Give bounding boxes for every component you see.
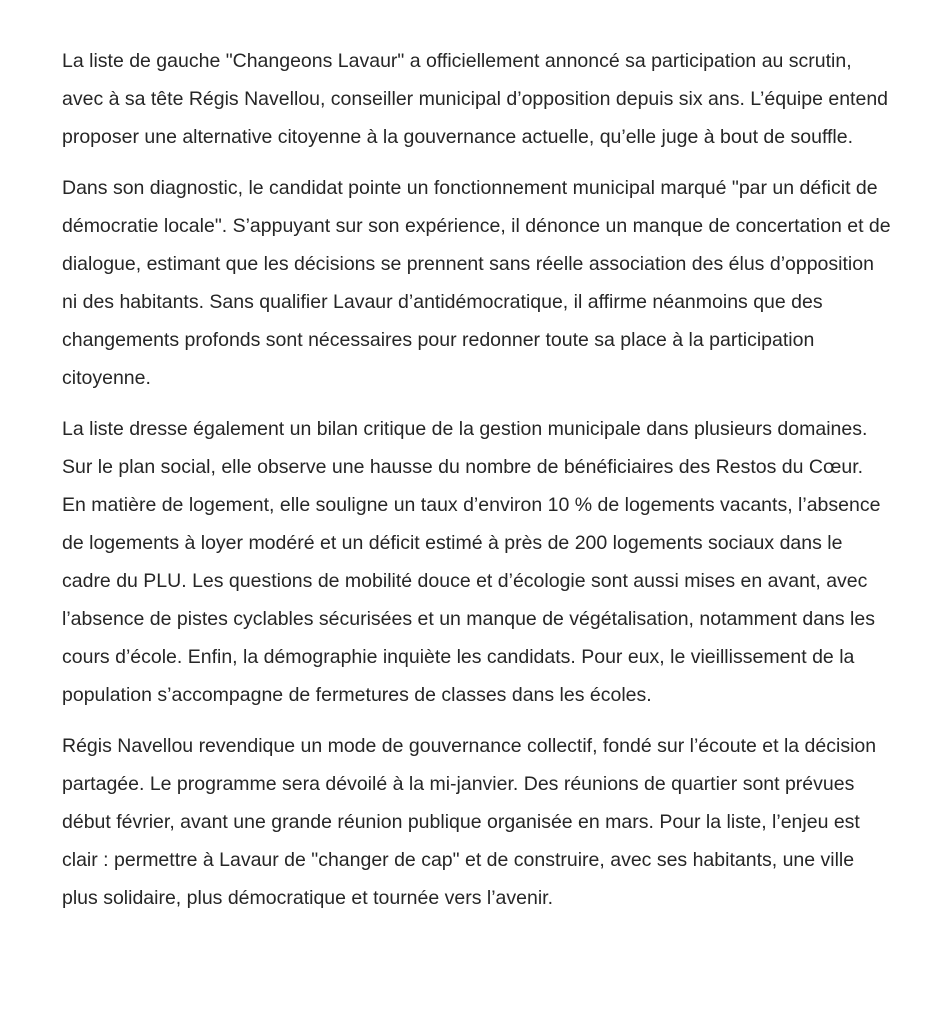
paragraph-gouvernance-programme: Régis Navellou revendique un mode de gouvernance collectif, fondé sur l’écoute et la décision partagée. Le programme sera dévoilé à la mi-janvier. Des réunions de quartier sont prévues début février, avant une grande réunion publique organisée en mars. Pour la liste, l’enjeu est clair : permettre à Lavaur de "changer de cap" et de construire, avec ses habitants, une ville plus solidaire, plus démocratique et tournée vers l’avenir. [62, 735, 877, 909]
paragraph-bilan-critique: La liste dresse également un bilan critique de la gestion municipale dans plusieurs domaines. Sur le plan social, elle observe une hausse du nombre de bénéficiaires des Restos du Cœur. En matière de logement, elle souligne un taux d’environ 10 % de logements vacants, l’absence de logements à loyer modéré et un déficit estimé à près de 200 logements sociaux dans le cadre du PLU. Les questions de mobilité douce et d’écologie sont aussi mises en avant, avec l’absence de pistes cyclables sécurisées et un manque de végétalisation, notamment dans les cours d’école. Enfin, la démographie inquiète les candidats. Pour eux, le vieillissement de la population s’accompagne de fermetures de classes dans les écoles. [62, 418, 881, 706]
paragraph-diagnostic: Dans son diagnostic, le candidat pointe un fonctionnement municipal marqué "par un déficit de démocratie locale". S’appuyant sur son expérience, il dénonce un manque de concertation et de dialogue, estimant que les décisions se prennent sans réelle association des élus d’opposition ni des habitants. Sans qualifier Lavaur d’antidémocratique, il affirme néanmoins que des changements profonds sont nécessaires pour redonner toute sa place à la participation citoyenne. [62, 177, 891, 389]
paragraph-announcement: La liste de gauche "Changeons Lavaur" a officiellement annoncé sa participation au scrutin, avec à sa tête Régis Navellou, conseiller municipal d’opposition depuis six ans. L’équipe entend proposer une alternative citoyenne à la gouvernance actuelle, qu’elle juge à bout de souffle. [62, 50, 889, 148]
